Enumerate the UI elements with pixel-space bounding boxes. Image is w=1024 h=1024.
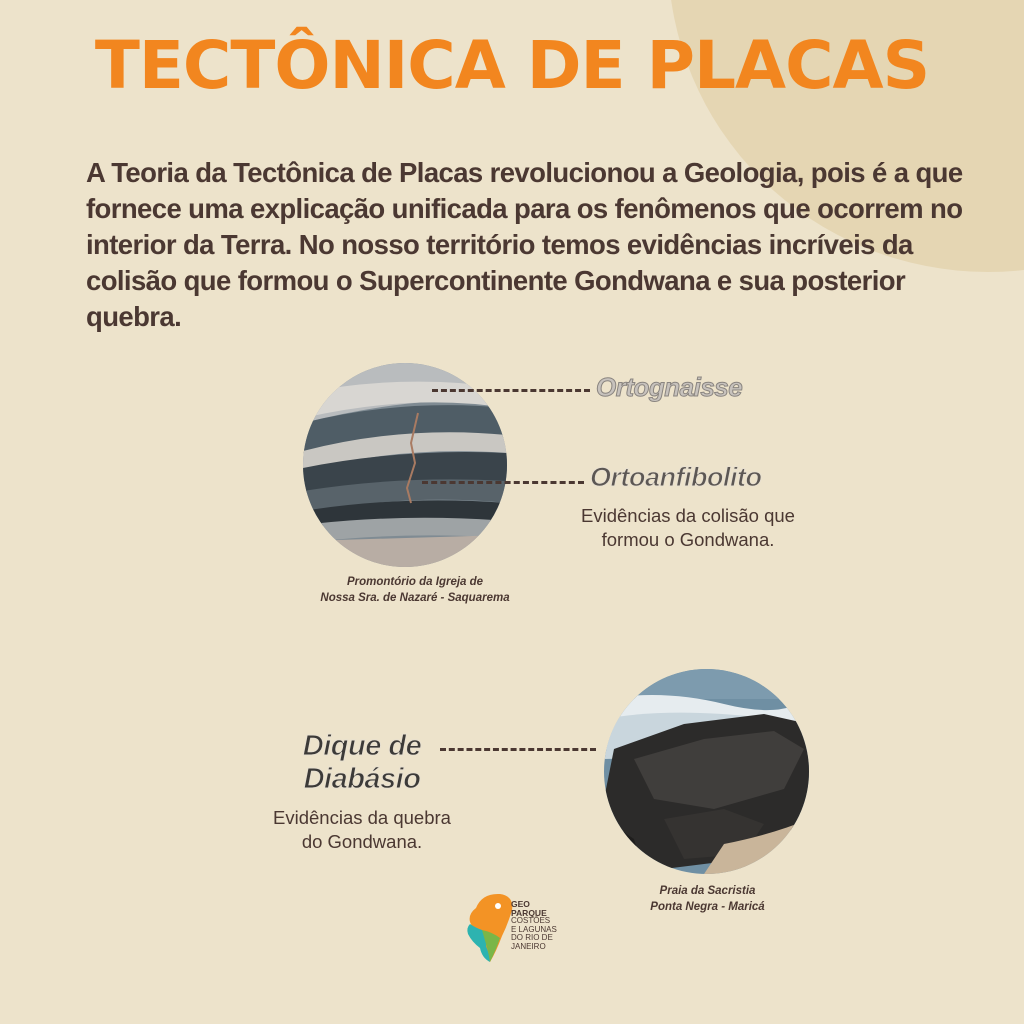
logo-line5: DO RIO DE	[511, 933, 553, 942]
ortognaisse-label: Ortognaisse	[596, 372, 743, 402]
breakup-description	[252, 806, 472, 854]
logo-line6: JANEIRO	[511, 941, 546, 951]
diabasio-label-line2: Diabásio	[303, 763, 421, 795]
breakup-description-line2: do Gondwana.	[301, 831, 423, 852]
collision-description-line2: formou o Gondwana.	[601, 529, 775, 550]
diabasio-label	[272, 730, 452, 796]
saquarema-caption-line2: Nossa Sra. de Nazaré - Saquarema	[320, 592, 510, 604]
diabasio-label-line1: Dique de	[302, 730, 422, 762]
collision-description	[560, 504, 816, 552]
ortoanfibolito-label: Ortoanfibolito	[590, 462, 762, 492]
saquarema-caption-line1: Promontório da Igreja de	[346, 576, 484, 588]
saquarema-caption	[290, 574, 540, 606]
diabasio-photo	[604, 669, 809, 874]
logo-line1: GEO	[511, 899, 530, 909]
intro-paragraph: A Teoria da Tectônica de Placas revolucionou a Geologia, pois é a que fornece uma explicação unificada para os fenômenos que ocorrem no interior da Terra. No nosso território temos evidências incríveis da colisão que formou o Supercontinente Gondwana e sua posterior quebra.	[86, 157, 963, 332]
page-title: TECTÔNICA DE PLACAS	[94, 27, 930, 104]
marica-caption	[600, 883, 815, 915]
logo-line2: PARQUE	[511, 907, 547, 918]
diabasio-pointer	[440, 748, 596, 751]
marica-caption-line2: Ponta Negra - Maricá	[650, 901, 765, 913]
collision-description-line1: Evidências da colisão que	[581, 505, 795, 526]
ortoanfibolito-pointer	[422, 481, 584, 484]
breakup-description-line1: Evidências da quebra	[273, 807, 451, 828]
logo-line4: E LAGUNAS	[511, 924, 557, 934]
geoparque-logo-text	[511, 900, 571, 951]
logo-line3: COSTÕES	[511, 916, 551, 925]
ortognaisse-pointer	[432, 389, 590, 392]
marica-caption-line1: Praia da Sacristia	[659, 885, 756, 897]
ortognaisse-photo	[303, 363, 507, 567]
